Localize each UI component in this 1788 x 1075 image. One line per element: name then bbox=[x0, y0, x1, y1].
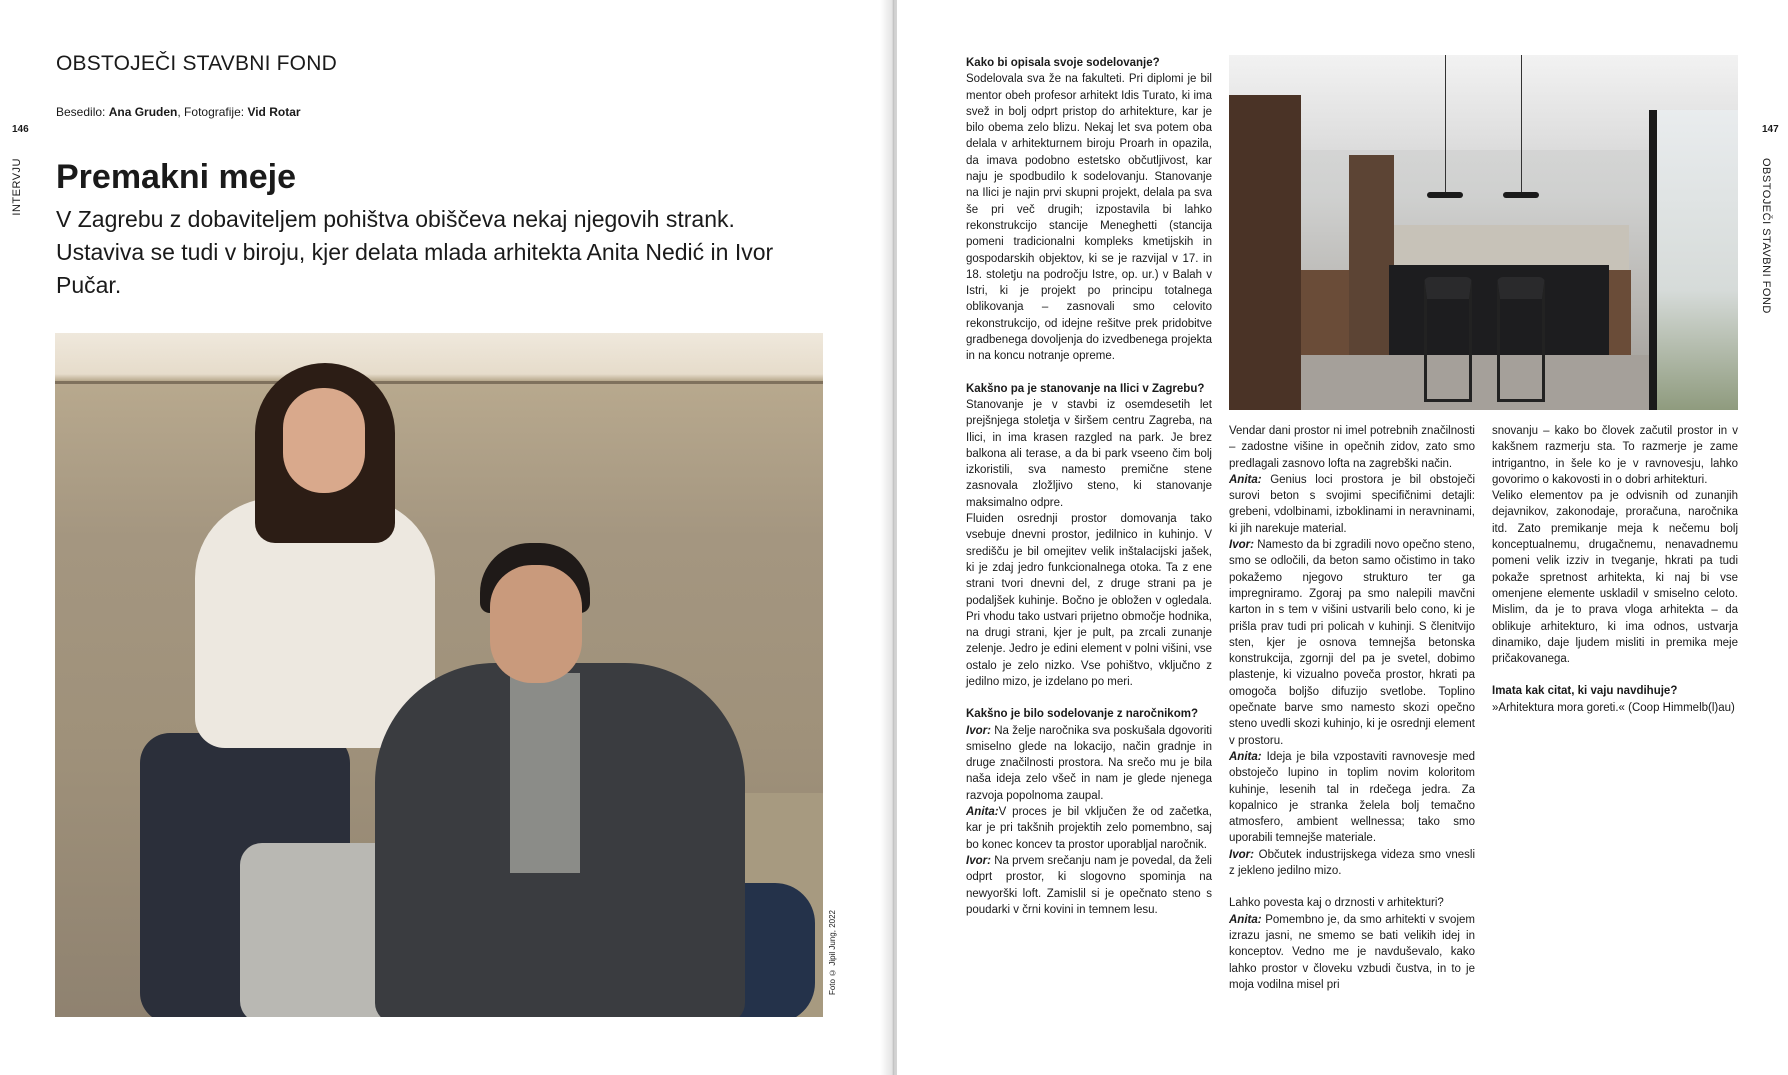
question-1: Kako bi opisala svoje sodelovanje? bbox=[966, 57, 1160, 69]
paragraph bbox=[1229, 912, 1475, 993]
paragraph-text: Genius loci prostora je bil obstoječi surovi beton s svojimi specifičnimi detajli: grebeni, vdolbinami, izboklinami in neravninami, ki jih narekuje material. bbox=[1229, 473, 1476, 535]
shelving bbox=[1229, 95, 1301, 410]
answer-2b: Fluiden osrednji prostor domovanja tako vsebuje dnevni prostor, jedilnico in kuhinjo. V središču je bil omejitev velik inštalacijski jašek, ki je zdaj jedro funkcionalnega otoka. Ta z ene strani tvori dnevni del, z druge strani pa je podaljšek kuhinje. Bočno je obložen v ogledala. Pri vhodu tako ustvari prijetno območje hodnika, na drugi strani, kjer je pult, pa zrcali zunanje zelenje. Jedro je edini element v polni višini, vse ostalo je zelo nizko. Vse pohištvo, vključno z jedilno mizo, je izdelano po meri. bbox=[966, 513, 1212, 688]
speaker-ivor: Ivor: bbox=[1229, 848, 1254, 861]
paragraph: Veliko elementov pa je odvisnih od zunanjih dejavnikov, zakonodaje, proračuna, naročnika itd. Zato premikanje meja k nečemu bolj konceptualnemu, drugačnemu, nenavadnemu pomeni velik izziv in tveganje, hkrati pa tudi pokaže spretnost arhitekta, ki naj bi vse omenjene elemente uskladil v smiselno celoto. Mislim, da je to prava vloga arhitekta – da oblikuje arhitekturo, ki ima odnos, ustvarja dinamiko, daje ljudem misliti in premika meje pričakovanega. bbox=[1492, 490, 1738, 666]
answer-1: Sodelovala sva že na fakulteti. Pri diplomi je bil mentor obeh profesor arhitekt Idis Turato, ki ima svež in bolj odprt pristop do arhitekture, kar je bilo obema zelo blizu. Nekaj let sva potem oba delala v arhitekturnem biroju Proarh in opazila, da imava podobno estetsko občutljivost, kar naju je spodbudilo k sodelovanju. Stanovanje na Ilici je najin prvi skupni projekt, delala pa sva še pri več drugih; izpostavila bi lahko rekonstrukcijo stancije Meneghetti (stancija pomeni tradicionalni kompleks kmetijskih in gospodarskih objektov, ki se je razvijal v 17. in 18. stoletju na področju Istre, op. ur.) v Balah v Istri, ki je projekt po principu totalnega oblikovanja – zasnovali smo celovito rekonstrukcijo, od idejne rešitve prek pridobitve gradbenega dovoljenja do izvedbenega projekta in na koncu notranje opreme. bbox=[966, 73, 1212, 363]
paragraph-text: Občutek industrijskega videza smo vnesli z jekleno jedilno mizo. bbox=[1229, 848, 1475, 878]
question-4: Lahko povesta kaj o drznosti v arhitekturi? bbox=[1229, 897, 1444, 910]
byline-photographer: Vid Rotar bbox=[247, 105, 301, 119]
byline-photo-label: , Fotografije: bbox=[177, 105, 245, 119]
page-number-left: 146 bbox=[12, 124, 29, 135]
paragraph bbox=[1229, 472, 1475, 537]
vertical-label-left: INTERVJU bbox=[11, 158, 23, 216]
bar-stool bbox=[1424, 277, 1472, 402]
answer-3-ivor-2-text: Na prvem srečanju nam je povedal, da želi odprt prostor, ki slogovno spominja na newyorški loft. Zamislil si je opečnato steno s poudarki v črni kovini in temnem lesu. bbox=[966, 854, 1212, 916]
text-column-1 bbox=[966, 55, 1212, 918]
answer-2: Stanovanje je v stavbi iz osemdesetih let prejšnjega stoletja v širšem centru Zagreba, na Ilici, in ima krasen razgled na park. Je brez balkona ali terase, a da bi park vseeno čim bolj izkoristili, sva namesto premične stene zasnovala zložljivo steno, ki stanovanje maksimalno odpre. bbox=[966, 398, 1212, 509]
lead-paragraph: V Zagrebu z dobaviteljem pohištva obiščeva nekaj njegovih strank. Ustaviva se tudi v biroju, kjer delata mlada arhitekta Anita Nedić in Ivor Pučar. bbox=[56, 206, 774, 298]
paragraph-text: Pomembno je, da smo arhitekti v svojem izrazu jasni, ne smemo se bati velikih idej in konceptov. Vedno me je navduševalo, kako lahko prostor v človeku vzbudi čustva, in to je moja vodilna misel pri bbox=[1229, 913, 1475, 991]
section-label: OBSTOJEČI STAVBNI FOND bbox=[56, 52, 337, 75]
answer-3-anita bbox=[966, 804, 1212, 853]
text-column-2 bbox=[1229, 423, 1475, 993]
speaker-ivor-2: Ivor: bbox=[966, 854, 991, 867]
kitchen-photo bbox=[1229, 55, 1738, 410]
byline bbox=[56, 105, 301, 119]
quote: »Arhitektura mora goreti.« (Coop Himmelb(l)au) bbox=[1492, 701, 1735, 714]
question-2: Kakšno pa je stanovanje na Ilici v Zagrebu? bbox=[966, 382, 1205, 395]
paragraph bbox=[1229, 537, 1475, 749]
text-column-3 bbox=[1492, 423, 1738, 716]
bar-stool bbox=[1497, 277, 1545, 402]
answer-3-ivor bbox=[966, 723, 1212, 804]
paragraph-text: Namesto da bi zgradili novo opečno steno, smo se odločili, da beton samo očistimo in tako pokažemo njegovo strukturo ter ga impregniramo. Zgoraj pa smo nalepili mavčni karton in s tem v višini ustvarili belo cono, ki je prišla prav tudi pri policah v kuhinji. S členitvijo sten, kjer je osnova temnejša betonska konstrukcija, zgornji del pa je svetel, dobimo plastenje, ki vizualno poveča prostor, hkrati pa omogoča boljšo difuzijo svetlobe. Toplino opečnate barve smo namesto skozi opečno steno uvedli skozi kuhinjo, ki je osrednji element v prostoru. bbox=[1229, 539, 1475, 747]
question-3: Kakšno je bilo sodelovanje z naročnikom? bbox=[966, 708, 1198, 721]
portrait-photo bbox=[55, 333, 823, 1017]
paragraph: snovanju – kako bo človek začutil prostor in v kakšnem razmerju sta. To razmerje je zame intrigantno, in šele ko je v ravnovesju, lahko govorimo o kakovosti in o dobri arhitekturi. bbox=[1492, 425, 1738, 486]
answer-3-ivor-2 bbox=[966, 853, 1212, 918]
question-5: Imata kak citat, ki vaju navdihuje? bbox=[1492, 685, 1678, 698]
pendant-lamp bbox=[1427, 192, 1463, 198]
vertical-label-right: OBSTOJEČI STAVBNI FOND bbox=[1760, 158, 1772, 314]
pendant-lamp bbox=[1503, 192, 1539, 198]
speaker-ivor: Ivor: bbox=[1229, 539, 1254, 552]
speaker-anita: Anita: bbox=[966, 806, 999, 819]
speaker-anita: Anita: bbox=[1229, 913, 1262, 926]
woman-figure bbox=[283, 388, 365, 493]
photo-credit: Foto © Jipil Jung, 2022 bbox=[828, 910, 837, 996]
window bbox=[1649, 110, 1738, 410]
man-figure bbox=[490, 565, 582, 683]
left-page bbox=[0, 0, 893, 1075]
page-number-right: 147 bbox=[1762, 124, 1779, 135]
answer-3-ivor-text: Na želje naročnika sva poskušala dgovoriti smiselno glede na lokacijo, način gradnje in druge značilnosti prostora. Na srečo mu je bila naša ideja zelo všeč in nam je glede njenega razvoja popolnoma zaupal. bbox=[966, 724, 1212, 802]
headline: Premakni meje bbox=[56, 158, 297, 196]
byline-text-label: Besedilo: bbox=[56, 105, 106, 119]
speaker-ivor: Ivor: bbox=[966, 724, 991, 737]
paragraph-text: Ideja je bila vzpostaviti ravnovesje med obstoječo lupino in toplim novim koloritom kuhinje, lesenih tal in rdečega jedra. Za kopalnico je stranka želela bolj temačno atmosfero, ambient wellnessa; tako smo uporabili temnejše materiale. bbox=[1229, 750, 1476, 845]
speaker-anita: Anita: bbox=[1229, 473, 1262, 486]
byline-author: Ana Gruden bbox=[108, 105, 178, 119]
paragraph bbox=[1229, 749, 1475, 847]
answer-3-anita-text: V proces je bil vključen že od začetka, kar je pri takšnih projektih zelo pomembno, saj bo konec koncev ta prostor uporabljal naročnik. bbox=[966, 806, 1212, 851]
paragraph: Vendar dani prostor ni imel potrebnih značilnosti – zadostne višine in opečnih zidov, zato smo predlagali zasnovo lofta na zagrebški način. bbox=[1229, 425, 1475, 470]
speaker-anita: Anita: bbox=[1229, 750, 1262, 763]
paragraph bbox=[1229, 847, 1475, 880]
